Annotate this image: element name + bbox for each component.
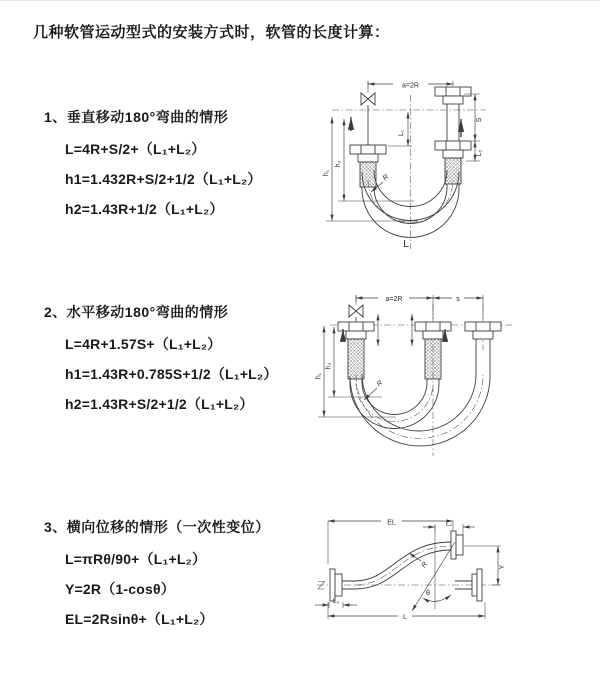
dim-y-label: Y	[499, 564, 506, 570]
dim-l2-label: L₂	[476, 149, 483, 157]
formula-line: Y=2R（1-cosθ）	[65, 581, 175, 597]
formula-line: h1=1.432R+S/2+1/2（L₁+L₂）	[65, 171, 262, 187]
section-1-formulas	[44, 134, 262, 224]
section-1-heading: 1、垂直移动180°弯曲的情形	[44, 109, 229, 125]
dim-s-label: S	[476, 117, 483, 123]
u-bend-hose	[350, 374, 490, 446]
formula-line: L=4R+S/2+（L₁+L₂）	[65, 141, 206, 157]
s-curve-hose	[355, 542, 451, 589]
dimension-s	[464, 94, 483, 141]
section-lateral-displacement	[44, 517, 270, 634]
dim-a2r-label: a=2R	[385, 296, 403, 303]
page-title: 几种软管运动型式的安装方式时，软管的长度计算：	[33, 24, 390, 41]
angle-theta	[423, 590, 451, 601]
dimension-shift-s	[433, 294, 483, 304]
radius-diagonal	[412, 527, 455, 611]
hose-braid	[348, 339, 364, 379]
section-vertical-movement	[44, 107, 262, 224]
section-horizontal-movement	[44, 302, 278, 419]
radius-label: R	[375, 379, 385, 389]
valve-icon	[349, 305, 363, 317]
dim-h2-label: h₂	[325, 362, 333, 370]
dimension-l1-left	[315, 598, 357, 608]
hose-braid	[425, 339, 441, 379]
diagram-horizontal-180-bend	[316, 284, 526, 462]
formula-line: h1=1.43R+0.785S+1/2（L₁+L₂）	[65, 366, 278, 382]
section-2-heading: 2、水平移动180°弯曲的情形	[44, 304, 229, 320]
dim-l1-top-label: L₁	[445, 520, 453, 528]
formula-line: EL=2Rsinθ+（L₁+L₂）	[65, 611, 214, 627]
dimension-y	[464, 546, 506, 585]
section-3-formulas	[44, 544, 270, 634]
length-label: L	[403, 239, 409, 250]
dim-el-label: EL	[387, 519, 396, 527]
section-3-heading: 3、横向位移的情形（一次性变位）	[44, 519, 270, 535]
right-pipe	[435, 87, 471, 189]
dimension-el	[328, 516, 453, 564]
radius-callout	[409, 553, 429, 569]
dimension-l1-top	[423, 521, 475, 536]
dim-h1-label: h₁	[323, 169, 330, 177]
radius-label: R	[420, 560, 430, 570]
left-flange	[330, 569, 355, 601]
dim-a2r-label: a=2R	[402, 82, 419, 90]
dim-l-label: L	[403, 614, 407, 621]
dim-s-label: s	[456, 296, 460, 303]
formula-line: L=4R+1.57S+（L₁+L₂）	[65, 336, 222, 352]
dim-h1-label: h₁	[315, 372, 323, 380]
section-2-formulas	[44, 329, 278, 419]
diagram-vertical-180-bend	[314, 69, 514, 251]
diagram-lateral-displacement	[305, 504, 515, 654]
formula-line: h2=1.43R+1/2（L₁+L₂）	[65, 201, 224, 217]
formula-line: L=πRθ/90+（L₁+L₂）	[65, 551, 207, 567]
dimension-l1	[388, 112, 412, 146]
dim-l1-label: L₁	[398, 129, 405, 137]
radius-label: R	[381, 173, 391, 183]
left-pipe	[350, 81, 386, 189]
valve-icon	[361, 93, 375, 105]
angle-theta-label: θ	[426, 590, 430, 597]
dim-h2-label: h₂	[335, 160, 342, 168]
formula-line: h2=1.43R+S/2+1/2（L₁+L₂）	[65, 396, 254, 412]
dim-l1-left-label: L₁	[332, 598, 340, 605]
